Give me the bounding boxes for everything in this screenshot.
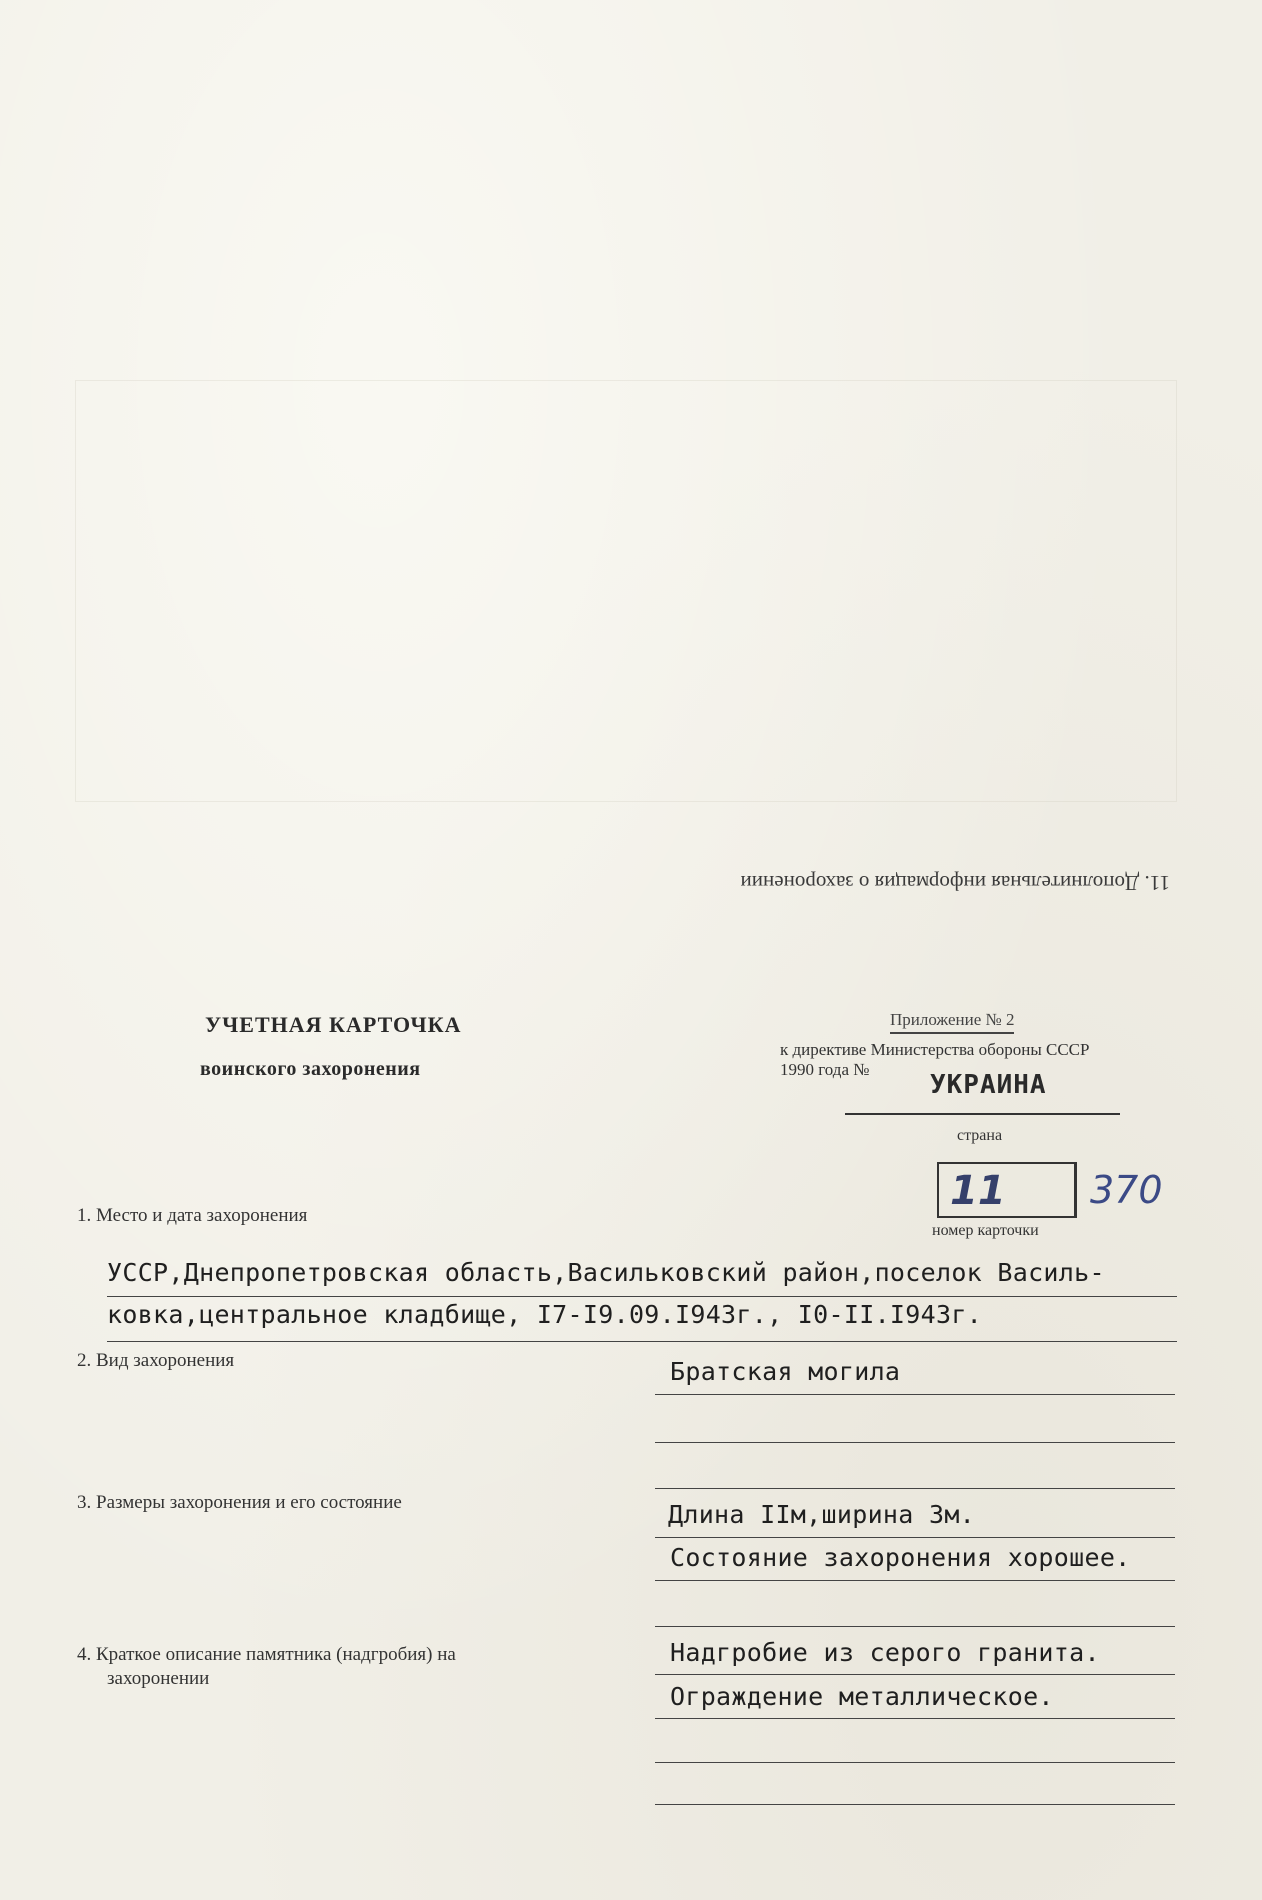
card-number-label: номер карточки bbox=[932, 1222, 1039, 1239]
field-3-line-2: Состояние захоронения хорошее. bbox=[670, 1543, 1131, 1572]
field-1-rule-1 bbox=[107, 1296, 1177, 1297]
field-4-rule-4 bbox=[655, 1804, 1175, 1805]
field-1-rule-2 bbox=[107, 1341, 1177, 1342]
field-4-label-line-2: захоронении bbox=[107, 1668, 210, 1689]
card-number-handwritten: 370 bbox=[1090, 1168, 1163, 1212]
directive-line-2: 1990 года № bbox=[780, 1060, 870, 1079]
page-fold-mark bbox=[75, 380, 1177, 802]
directive-line-1: к директиве Министерства обороны СССР bbox=[780, 1040, 1090, 1059]
field-1-line-1: УССР,Днепропетровская область,Васильковский район,поселок Василь- bbox=[107, 1258, 1105, 1287]
field-3-rule-3 bbox=[655, 1626, 1175, 1627]
field-4-rule-1 bbox=[655, 1674, 1175, 1675]
card-title: УЧЕТНАЯ КАРТОЧКА bbox=[205, 1012, 462, 1037]
field-2-label: 2. Вид захоронения bbox=[77, 1350, 235, 1371]
field-3-rule-2 bbox=[655, 1580, 1175, 1581]
field-3-rule-1 bbox=[655, 1537, 1175, 1538]
field-4-label bbox=[77, 1643, 617, 1691]
country-value: УКРАИНА bbox=[930, 1070, 1047, 1100]
field-2-rule-2 bbox=[655, 1442, 1175, 1443]
field-2-rule-3 bbox=[655, 1488, 1175, 1489]
field-3-line-1: Длина IIм,ширина 3м. bbox=[668, 1500, 976, 1529]
appendix-label: Приложение № 2 bbox=[890, 1010, 1014, 1034]
country-label: страна bbox=[957, 1127, 1003, 1144]
country-underline bbox=[845, 1113, 1120, 1115]
field-4-rule-2 bbox=[655, 1718, 1175, 1719]
field-1-line-2: ковка,центральное кладбище, I7-I9.09.I943г., I0-II.I943г. bbox=[107, 1300, 983, 1329]
card-subtitle: воинского захоронения bbox=[200, 1058, 421, 1080]
show-through-text: 11. Дополнительная информация о захоронении bbox=[740, 871, 1170, 895]
field-2-rule-1 bbox=[655, 1394, 1175, 1395]
field-4-label-line-1: 4. Краткое описание памятника (надгробия) на bbox=[77, 1644, 456, 1665]
field-2-line-1: Братская могила bbox=[670, 1357, 901, 1386]
field-4-line-2: Ограждение металлическое. bbox=[670, 1682, 1054, 1711]
field-4-rule-3 bbox=[655, 1762, 1175, 1763]
card-number: 11 bbox=[950, 1168, 1006, 1214]
field-3-label: 3. Размеры захоронения и его состояние bbox=[77, 1492, 402, 1513]
field-1-label: 1. Место и дата захоронения bbox=[77, 1205, 308, 1226]
field-4-line-1: Надгробие из серого гранита. bbox=[670, 1638, 1100, 1667]
